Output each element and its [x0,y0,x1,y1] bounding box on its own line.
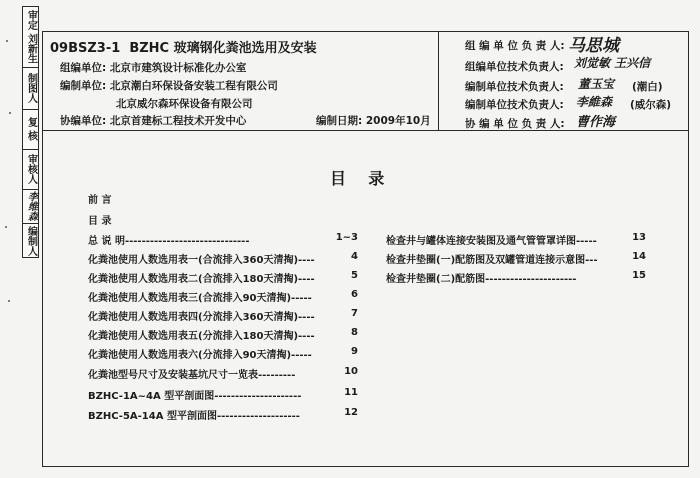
signature: 刘觉敏 王兴信 [574,56,651,70]
role-note: (潮白) [632,81,663,93]
scan-speck [5,226,7,228]
signature: 马思城 [568,36,619,56]
toc-page: 14 [632,251,646,262]
toc-item: 化粪池使用人数选用表五(分流排入180天清掏)---- [88,331,315,342]
toc-item: 化粪池使用人数选用表四(分流排入360天清掏)---- [88,312,315,323]
toc-page: 10 [344,366,358,377]
document-title [50,37,317,56]
toc-page: 4 [351,251,358,262]
toc-page: 11 [344,387,358,398]
toc-page: 8 [351,327,358,338]
toc-item: BZHC-1A~4A 型平剖面图--------------------- [88,391,302,402]
toc-page: 5 [351,270,358,281]
toc-item: 化粪池型号尺寸及安装基坑尺寸一览表--------- [88,370,296,381]
toc-page: 9 [351,346,358,357]
toc-item: 检查井垫圈(一)配筋图及双罐管道连接示意图--- [386,255,598,266]
toc-page: 7 [351,308,358,319]
signature: 李維森 [576,95,613,109]
header-divider [42,130,689,131]
toc-item: 化粪池使用人数选用表一(合流排入360天清掏)---- [88,255,315,266]
editor-row: 编制单位: 北京潮白环保设备安装工程有限公司 [60,80,278,92]
toc-page: 13 [632,232,646,243]
toc-item: 化粪池使用人数选用表六(分流排入90天清掏)----- [88,350,312,361]
role-note: (威尔森) [630,99,672,111]
signature: 曹作海 [576,115,616,130]
toc-page: 1~3 [335,232,358,243]
scan-speck [8,300,10,302]
approval-strip [22,6,39,258]
toc-item: 目 录 [88,216,112,227]
scan-speck [6,40,8,42]
role-row: 编制单位技术负责人: [465,99,564,111]
role-row: 组 编 单 位 负 责 人: [465,40,565,52]
strip-cell-reviewer: 审核人 [23,149,38,190]
role-row: 协 编 单 位 负 责 人: [465,118,565,130]
editor-row-2: 北京威尔森环保设备有限公司 [116,98,253,110]
atlas-title: BZHC 玻璃钢化粪池选用及安装 [129,41,317,56]
org-row: 组编单位: 北京市建筑设计标准化办公室 [60,62,247,74]
toc-item: 前 言 [88,195,112,206]
strip-cell-compiler: 编制人 [25,226,37,256]
scan-speck [9,112,11,114]
role-row: 组编单位技术负责人: [465,61,564,73]
role-row: 编制单位技术负责人: [465,81,564,93]
strip-cell-approve: 审定 刘新生 [23,7,38,68]
toc-item: 检查井垫圈(二)配筋图---------------------- [386,274,577,285]
strip-cell-drafter: 制图人 [23,67,38,110]
toc-item: 检查井与罐体连接安装图及通气管管罩详图----- [386,236,597,247]
toc-item: 化粪池使用人数选用表三(合流排入90天清掏)----- [88,293,312,304]
toc-item: 总 说 明------------------------------ [88,236,250,247]
assist-row: 协编单位: 北京首建标工程技术开发中心 [60,115,247,127]
header-column-divider [438,31,439,130]
atlas-code: 09BSZ3-1 [50,41,121,56]
strip-cell-recheck: 复 核 [23,109,38,150]
toc-page: 6 [351,289,358,300]
toc-page: 15 [632,270,646,281]
toc-item: BZHC-5A-14A 型平剖面图-------------------- [88,411,300,422]
toc-title: 目 录 [330,169,385,188]
toc-item: 化粪池使用人数选用表二(合流排入180天清掏)---- [88,274,315,285]
date-row: 编制日期: 2009年10月 [316,115,431,127]
strip-cell-signature: 李维森 [23,189,38,224]
toc-page: 12 [344,407,358,418]
signature: 董玉宝 [578,77,615,91]
